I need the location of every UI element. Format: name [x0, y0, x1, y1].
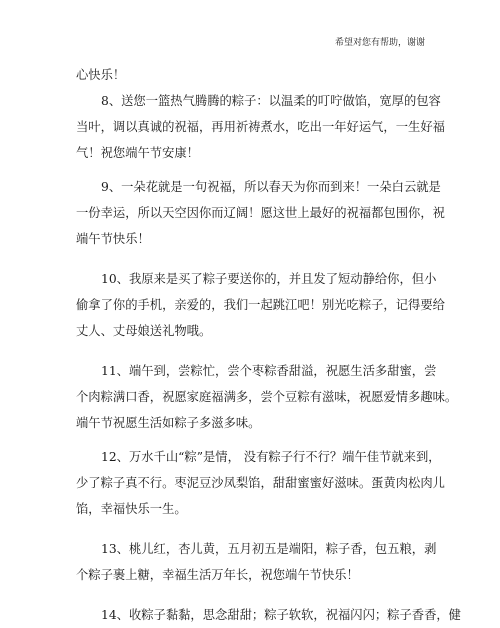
text-line: 馅，幸福快乐一生。	[76, 502, 187, 516]
text-line: 端午节快乐！	[76, 232, 150, 246]
paragraph-8	[76, 88, 445, 166]
text-line: 11、端午到，尝粽忙，尝个枣粽香甜溢，祝愿生活多甜蜜，尝	[101, 364, 437, 378]
text-line: 个肉粽满口香，祝愿家庭福满多，尝个豆粽有滋味，祝愿爱情多趣味。	[76, 390, 458, 404]
paragraph-13	[76, 536, 437, 588]
text-line: 当叶，调以真诚的祝福，再用祈祷煮水，吃出一年好运气，一生好福	[76, 120, 445, 134]
text-line: 端午节祝愿生活如粽子多滋多味。	[76, 416, 261, 430]
text-line: 心快乐！	[76, 68, 126, 82]
paragraph-10	[76, 266, 445, 344]
document-body	[76, 62, 461, 628]
text-line: 13、桃儿红，杏儿黄，五月初五是端阳，粽子香，包五粮，剥	[101, 542, 437, 556]
paragraph-9	[76, 174, 445, 252]
text-line: 少了粽子真不行。枣泥豆沙凤梨馅，甜甜蜜蜜好滋味。蛋黄肉松肉儿	[76, 476, 445, 490]
text-line: 丈人、丈母娘送礼物哦。	[76, 324, 212, 338]
paragraph-continued	[76, 62, 432, 88]
text-line: 偷拿了你的手机，亲爱的，我们一起跳江吧！别光吃粽子，记得要给	[76, 298, 445, 312]
text-line: 12、万水千山“粽”是情， 没有粽子行不行？端午佳节就来到，	[101, 450, 441, 464]
text-line: 10、我原来是买了粽子要送你的，并且发了短动静给你，但小	[101, 272, 437, 286]
paragraph-14	[76, 602, 461, 628]
text-line: 9、一朵花就是一句祝福，所以春天为你而到来！一朵白云就是	[101, 180, 441, 194]
text-line: 个粽子裹上糖，幸福生活万年长，祝您端午节快乐！	[76, 568, 359, 582]
text-line: 一份幸运，所以天空因你而辽阔！愿这世上最好的祝福都包围你，祝	[76, 206, 445, 220]
paragraph-11	[76, 358, 458, 436]
text-line: 8、送您一篮热气腾腾的粽子：以温柔的叮咛做馅，宽厚的包容	[101, 94, 441, 108]
text-line: 14、收粽子黏黏，思念甜甜；粽子软软，祝福闪闪；粽子香香，健	[101, 608, 461, 622]
paragraph-12	[76, 444, 445, 522]
header-note: 希望对您有帮助，谢谢	[334, 38, 425, 48]
text-line: 气！祝您端午节安康！	[76, 146, 199, 160]
